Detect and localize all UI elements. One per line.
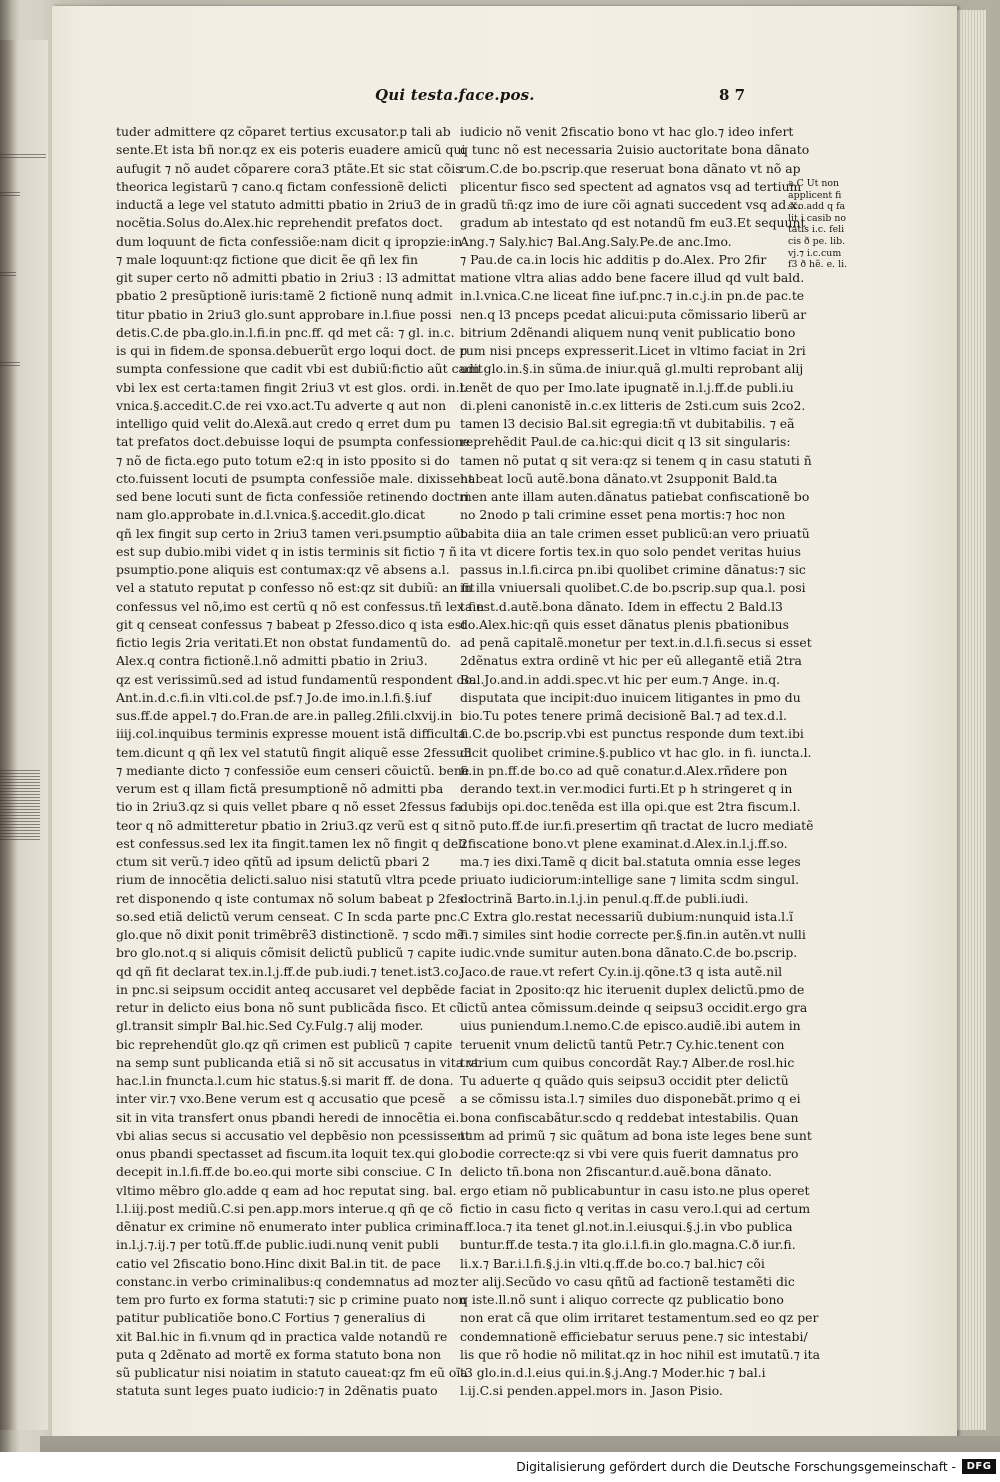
text-line: do.Alex.hic:qñ quis esset dãnatus plenis pbationibus [460, 616, 789, 632]
text-line: bic reprehendũt glo.qz qñ crimen est publicũ ⁊ capite [116, 1036, 453, 1052]
text-line: nam glo.approbate in.d.l.vnica.§.accedit.glo.dicat [116, 507, 426, 523]
text-line: bodie correcte:qz si vbi vere quis fuerit damnatus pro [460, 1146, 799, 1161]
text-line: na semp sunt publicanda etiã si nõ sit accusatus in vita vt [116, 1054, 480, 1070]
text-line: Bal.Jo.and.in addi.spec.vt hic per eum.⁊ Ange. in.q. [460, 671, 781, 687]
text-line: .ff.loca.⁊ ita tenet gl.not.in.l.eiusqui.§.j.in vbo publica [460, 1219, 793, 1234]
text-line: catio vel 2fiscatio bono.Hinc dixit Bal.in tit. de pace [116, 1255, 441, 1271]
text-line: tamen nõ putat q sit vera:qz si tenem q in casu statuti ñ [460, 452, 812, 468]
text-line: ⁊ nõ de ficta.ego puto totum e2:q in isto pposito si do [116, 452, 450, 468]
folio-number: 8 7 [719, 86, 746, 104]
text-line: derando text.in ver.modici furti.Et p h stringeret q in [460, 781, 793, 796]
text-line: passus in.l.fi.circa pn.ibi quolibet crimine dãnatus:⁊ sic [460, 562, 806, 577]
text-line: vltimo mẽbro glo.adde q eam ad hoc reputat sing. bal. [116, 1182, 457, 1198]
text-line: iiij.col.inquibus terminis expresse mouent istã difficulta [116, 726, 466, 742]
text-line: li.x.⁊ Bar.i.l.fi.§.j.in vlti.q.ff.de bo.co.⁊ bal.hic⁊ cõi [460, 1255, 765, 1271]
text-line: statuta sunt leges puato iudicio:⁊ in 2dẽnatis puato [116, 1383, 438, 1399]
text-line: patitur publicatiõe bono.C Fortius ⁊ generalius di [116, 1310, 426, 1326]
text-line: git super certo nõ admitti pbatio in 2riu3 : l3 admittat [116, 270, 456, 285]
text-line: hac.l.in fnuncta.l.cum hic status.§.si marit ff. de dona. [116, 1073, 454, 1088]
dfg-logo: DFG [962, 1459, 996, 1474]
text-line: ⁊ mediante dicto ⁊ confessiõe eum censeri cõuictũ. bene [116, 762, 470, 778]
text-line: sus.ff.de appel.⁊ do.Fran.de are.in palleg.2fili.clxvij.in [116, 708, 453, 723]
text-line: plicentur fisco sed spectent ad agnatos vsq ad tertium [460, 178, 802, 194]
text-line: vel a statuto reputat p confesso nõ est:qz sit dubiũ: an fit [116, 580, 475, 596]
text-line: men ante illam auten.dãnatus patiebat confiscationẽ bo [460, 489, 810, 504]
marginal-note-line: cis ð pe. lib. [788, 235, 846, 247]
text-line: confessus vel nõ,imo est certũ q nõ est confessus.tñ lex fin [116, 598, 485, 614]
text-line: Tu aduerte q quãdo quis seipsu3 occidit pter delictũ [460, 1073, 789, 1088]
text-line: tem pro furto ex forma statuti:⁊ sic p crimine puato non [116, 1292, 467, 1307]
text-line: puta q 2dẽnato ad mortẽ ex forma statuto bona non [116, 1346, 442, 1362]
text-line: tat prefatos doct.debuisse loqui de psumpta confessione [116, 434, 471, 450]
text-line: ergo etiam nõ publicabuntur in casu isto.ne plus operet [460, 1182, 810, 1198]
text-line: a se cõmissu ista.l.⁊ similes duo disponebãt.primo q ei [460, 1091, 801, 1107]
text-line: Jaco.de raue.vt refert Cy.in.ij.qõne.t3 q ista autẽ.nil [460, 963, 783, 979]
text-column-left [116, 123, 485, 1401]
text-line: Ant.in.d.c.fi.in vlti.col.de psf.⁊ Jo.de imo.in.l.fi.§.iuf [116, 689, 432, 705]
text-line: di.pleni canonistẽ in.c.ex litteris de 2sti.cum suis 2co2. [460, 397, 806, 413]
text-line: habeat locũ autẽ.bona dãnato.vt 2supponit Bald.ta [460, 470, 778, 486]
text-line: ita vt dicere fortis tex.in quo solo pendet veritas huius [460, 543, 801, 559]
text-line: gradum ab intestato qd est notandũ fm eu3.Et sequunt [460, 215, 806, 231]
text-line: disputata que incipit:duo inuicem litigantes in pmo du [460, 689, 801, 705]
text-line: dum loquunt de ficta confessiõe:nam dicit q ipropzie:in [116, 233, 463, 249]
text-line: onus pbandi spectasset ad fiscum.ita loquit tex.qui glo. [116, 1146, 462, 1161]
text-line: ter alij.Secũdo vo casu qñtũ ad factionẽ testamẽti dic [460, 1273, 795, 1289]
text-line: vnica.§.accedit.C.de rei vxo.act.Tu adverte q aut non [116, 397, 447, 413]
text-line: fi.C.de bo.pscrip.vbi est punctus responde dum text.ibi [460, 726, 804, 742]
text-line: doctrinã Barto.in.l.j.in penul.q.ff.de publi.iudi. [460, 890, 749, 906]
text-line: rum.C.de bo.pscrip.que reseruat bona dãnato vt nõ ap [460, 160, 801, 176]
text-line: xit Bal.hic in fi.vnum qd in practica valde notandũ re [116, 1328, 448, 1344]
text-line: iudic.vnde sumitur auten.bona dãnato.C.de bo.pscrip. [460, 945, 798, 961]
text-line: lis que rõ hodie nõ militat.qz in hoc nihil est imutatũ.⁊ ita [460, 1346, 821, 1362]
text-line: in.l.j.⁊.ij.⁊ per totũ.ff.de public.iudi.nunq venit publi [116, 1237, 439, 1253]
text-line: tum ad primũ ⁊ sic quãtum ad bona iste leges bene sunt [460, 1127, 812, 1143]
text-line: sed bene locuti sunt de ficta confessiõe retinendo doctri [116, 489, 469, 504]
text-line: fi.in pn.ff.de bo.co ad quẽ conatur.d.Alex.rñdere pon [460, 762, 788, 778]
text-line: nõ puto.ff.de iur.fi.presertim qñ tractat de lucro mediatẽ [460, 817, 814, 833]
text-line: condemnationẽ efficiebatur seruus pene.⁊ sic intestabi/ [460, 1328, 808, 1344]
page-bottom-shadow [40, 1436, 1000, 1452]
text-line: bitrium 2dẽnandi aliquem nunq venit publicatio bono [460, 324, 796, 340]
text-line: in pnc.si seipsum occidit anteq accusaret vel depbẽde [116, 981, 456, 997]
text-line: C Extra glo.restat necessariũ dubium:nunquid ista.l.ĩ [460, 908, 794, 924]
text-line: iudicio nõ venit 2fiscatio bono vt hac glo.⁊ ideo infert [460, 124, 794, 139]
text-line: est sup dubio.mibi videt q in istis terminis sit fictio ⁊ ñ [116, 543, 457, 559]
text-line: dubijs opi.doc.tenẽda est illa opi.que est 2tra fiscum.l. [460, 799, 801, 815]
text-line: fictio in casu ficto q veritas in casu vero.l.qui ad certum [460, 1200, 811, 1216]
text-line: qz est verissimũ.sed ad istud fundamentũ respondent do. [116, 671, 476, 687]
text-line: um glo.in.§.in sũma.de iniur.quã gl.multi reprobant alij [460, 361, 804, 377]
text-line: decepit in.l.fi.ff.de bo.eo.qui morte sibi consciue. C In [116, 1164, 452, 1180]
text-line: intelligo quid velit do.Alexã.aut credo q erret dum pu [116, 416, 451, 431]
text-line: ta est.d.autẽ.bona dãnato. Idem in effectu 2 Bald.l3 [460, 598, 783, 614]
text-line: theorica legistarũ ⁊ cano.q fictam confessionẽ delicti [116, 178, 448, 194]
footer-credit: Digitalisierung gefördert durch die Deutsche Forschungsgemeinschaft - [516, 1460, 956, 1474]
text-line: tem.dicunt q qñ lex vel statutũ fingit aliquẽ esse 2fessu3 [116, 744, 472, 760]
text-line: buntur.ff.de testa.⁊ ita glo.i.l.fi.in glo.magna.C.ð iur.fi. [460, 1237, 796, 1253]
text-line: verum est q illam fictã presumptionẽ nõ admitti pba [116, 781, 444, 796]
text-line: tamen l3 decisio Bal.sit egregia:tñ vt dubitabilis. ⁊ eã [460, 416, 795, 431]
text-line: so.sed etiã delictũ verum censeat. C In scda parte pnc. [116, 908, 461, 924]
text-line: nen.q l3 pnceps pcedat alicui:puta cõmissario liberũ ar [460, 306, 807, 322]
text-line: nocẽtia.Solus do.Alex.hic reprehendit prefatos doct. [116, 215, 443, 231]
text-line: in.l.vnica.C.ne liceat fine iuf.pnc.⁊ in.c.j.in pn.de pac.te [460, 288, 805, 304]
text-line: in illa vniuersali quolibet.C.de bo.pscrip.sup qua.l. posi [460, 580, 806, 596]
text-line: 2fiscatione bono.vt plene examinat.d.Alex.in.l.j.ff.so. [460, 835, 788, 851]
text-line: reprehẽdit Paul.de ca.hic:qui dicit q l3 sit singularis: [460, 434, 791, 450]
text-line: psumptio.pone aliquis est contumax:qz vẽ absens a.l. [116, 562, 450, 577]
marginal-note-line: f3 ð hẽ. e. li. [788, 259, 848, 271]
text-line: titur pbatio in 2riu3 glo.sunt approbare in.l.fiue possi [116, 306, 452, 322]
text-line: ad penã capitalẽ.monetur per text.in.d.l.fi.secus si esset [460, 635, 812, 650]
text-line: est confessus.sed lex ita fingit.tamen lex nõ fingit q deli [116, 835, 467, 851]
text-line: aufugit ⁊ nõ audet cõparere cora3 ptãte.Et sic stat cõis [116, 160, 462, 176]
text-line: gl.transit simplr Bal.hic.Sed Cy.Fulg.⁊ alij moder. [116, 1018, 424, 1034]
facing-page-edge [0, 40, 48, 1430]
marginal-note-line: a C Ut non [788, 178, 840, 189]
text-line: teruenit vnum delictũ tantũ Petr.⁊ Cy.hic.tenent con [460, 1036, 785, 1052]
text-line: non erat cã que olim irritaret testamentum.sed eo qz per [460, 1310, 819, 1326]
text-line: Ang.⁊ Saly.hic⁊ Bal.Ang.Saly.Pe.de anc.Imo. [460, 233, 732, 249]
text-line: faciat in 2posito:qz hic iteruenit duplex delictũ.pmo de [460, 981, 805, 997]
text-line: dicit quolibet crimine.§.publico vt hac glo. in fi. iuncta.l. [460, 744, 812, 760]
page-stack-edge [956, 10, 986, 1430]
text-line: uius puniendum.l.nemo.C.de episco.audiẽ.ibi autem in [460, 1018, 801, 1034]
running-title: Qui testa.face.pos. [375, 86, 535, 104]
text-line: ctum sit verũ.⁊ ideo qñtũ ad ipsum delictũ pbari 2 [116, 854, 430, 869]
text-line: dẽnatur ex crimine nõ enumerato inter publica crimina [116, 1219, 463, 1234]
text-line: teor q nõ admitteretur pbatio in 2riu3.qz verũ est q sit [116, 817, 459, 833]
text-line: bio.Tu potes tenere primã decisionẽ Bal.⁊ ad tex.d.l. [460, 708, 787, 723]
text-line: tenẽt de quo per Imo.late ipugnatẽ in.l.j.ff.de publi.iu [460, 379, 794, 395]
text-line: sit in vita transfert onus pbandi heredi de innocẽtia ei. [116, 1109, 460, 1125]
text-line: tuder admittere qz cõparet tertius excusator.p tali ab [116, 124, 451, 139]
marginal-note-line: vj.⁊ i.c.cum [788, 247, 842, 259]
text-line: priuato iudiciorum:intellige sane ⁊ limita scdm singul. [460, 872, 800, 888]
text-line: t3 glo.in.d.l.eius qui.in.§.j.Ang.⁊ Moder.hic ⁊ bal.i [460, 1365, 766, 1380]
marginal-note-line: applicent fi [788, 189, 842, 201]
marginal-note-line: sco.add q fa [788, 201, 846, 213]
text-line: qñ lex fingit sup certo in 2riu3 tamen veri.psumptio aũt [116, 525, 466, 541]
text-line: ⁊ Pau.de ca.in locis hic additis p do.Alex. Pro 2fir [460, 251, 767, 267]
text-line: vbi alias secus si accusatio vel depbẽsio non pcessissent [116, 1127, 470, 1143]
text-line: detis.C.de pba.glo.in.l.fi.in pnc.ff. qd met cã: ⁊ gl. in.c. [116, 324, 455, 340]
text-line: gradũ tñ:qz imo de iure cõi agnati succedent vsq ad.x. [460, 197, 802, 212]
text-line: retur in delicto eius bona nõ sunt publicãda fisco. Et cũ [116, 1000, 465, 1015]
text-line: vbi lex est certa:tamen fingit 2riu3 vt est glos. ordi. in.l. [116, 379, 468, 395]
text-line: sũ publicatur nisi noiatim in statuto caueat:qz fm eũ oĩa [116, 1365, 468, 1380]
text-line: matione vltra alias addo bene facere illud qd vult bald. [460, 270, 805, 285]
text-line: git q censeat confessus ⁊ babeat p 2fesso.dico q ista est [116, 616, 467, 632]
text-line: qd qñ fit declarat tex.in.l.j.ff.de pub.iudi.⁊ tenet.ist3.co. [116, 963, 463, 979]
text-line: constanc.in verbo criminalibus:q condemnatus ad moz [116, 1273, 459, 1289]
text-line: sumpta confessione que cadit vbi est dubiũ:fictio aũt cadit [116, 361, 483, 377]
text-line: l.ij.C.si penden.appel.mors in. Jason Pisio. [460, 1383, 723, 1399]
text-line: fictio legis 2ria veritati.Et non obstat fundamentũ do. [116, 635, 451, 650]
text-line: ⁊ male loquunt:qz fictione que dicit ẽe qñ lex fin [116, 251, 418, 267]
text-line: ma.⁊ ies dixi.Tamẽ q dicit bal.statuta omnia esse leges [460, 854, 801, 869]
text-line: tio in 2riu3.qz si quis vellet pbare q nõ esset 2fessus fa [116, 799, 462, 815]
text-line: ret disponendo q iste contumax nõ solum babeat p 2fes [116, 890, 465, 906]
text-line: lictũ antea cõmissum.deinde q seipsu3 occidit.ergo gra [460, 1000, 808, 1015]
text-line: delicto tñ.bona non 2fiscantur.d.auẽ.bona dãnato. [460, 1164, 772, 1180]
marginal-note-line: lit i casib no [788, 212, 847, 224]
text-line: 2dẽnatus extra ordinẽ vt hic per eũ allegantẽ etiã 2tra [460, 653, 802, 669]
text-line: rium de innocẽtia delicti.saluo nisi statutũ vltra pcede [116, 872, 457, 888]
digitization-footer [0, 1452, 1000, 1482]
text-line: pbatio 2 presũptionẽ iuris:tamẽ 2 fictionẽ nunq admit [116, 288, 453, 304]
text-line: l.l.iij.post mediũ.C.si pen.app.mors interue.q qñ qe cõ [116, 1200, 453, 1216]
text-line: rum nisi pnceps expresserit.Licet in vltimo faciat in 2ri [460, 343, 806, 358]
text-line: fi.⁊ similes sint hodie correcte per.§.fin.in autẽn.vt nulli [460, 927, 806, 942]
text-line: bro glo.not.q si aliquis cõmisit delictũ publicũ ⁊ capite [116, 945, 456, 961]
text-line: Alex.q contra fictionẽ.l.nõ admitti pbatio in 2riu3. [116, 653, 428, 669]
marginal-note-line: tatis i.c. feli [788, 224, 845, 236]
text-line: trarium cum quibus concordãt Ray.⁊ Alber.de rosl.hic [460, 1054, 795, 1070]
text-line: is qui in fidem.de sponsa.debuerũt ergo loqui doct. de p [116, 343, 468, 358]
text-line: q tunc nõ est necessaria 2uisio auctoritate bona dãnato [460, 142, 810, 158]
text-line: inter vir.⁊ vxo.Bene verum est q accusatio que pcesẽ [116, 1091, 446, 1107]
text-line: babita diia an tale crimen esset publicũ:an vero priuatũ [460, 525, 810, 541]
marginal-note [788, 178, 846, 271]
text-line: q iste.ll.nõ sunt i aliquo correcte qz publicatio bono [460, 1292, 784, 1307]
text-line: sente.Et ista bñ nor.qz ex eis poteris euadere amicũ qui [116, 142, 466, 158]
text-line: cto.fuissent locuti de psumpta confessiõe male. dixissent [116, 470, 474, 486]
text-line: no 2nodo p tali crimine esset pena mortis:⁊ hoc non [460, 507, 786, 523]
text-line: inductã a lege vel statuto admitti pbatio in 2riu3 de in [116, 197, 457, 212]
text-line: bona confiscabãtur.scdo q reddebat intestabilis. Quan [460, 1109, 799, 1125]
text-line: glo.que nõ dixit ponit trimẽbrẽ3 distinctionẽ. ⁊ scdo mẽ [116, 927, 465, 942]
